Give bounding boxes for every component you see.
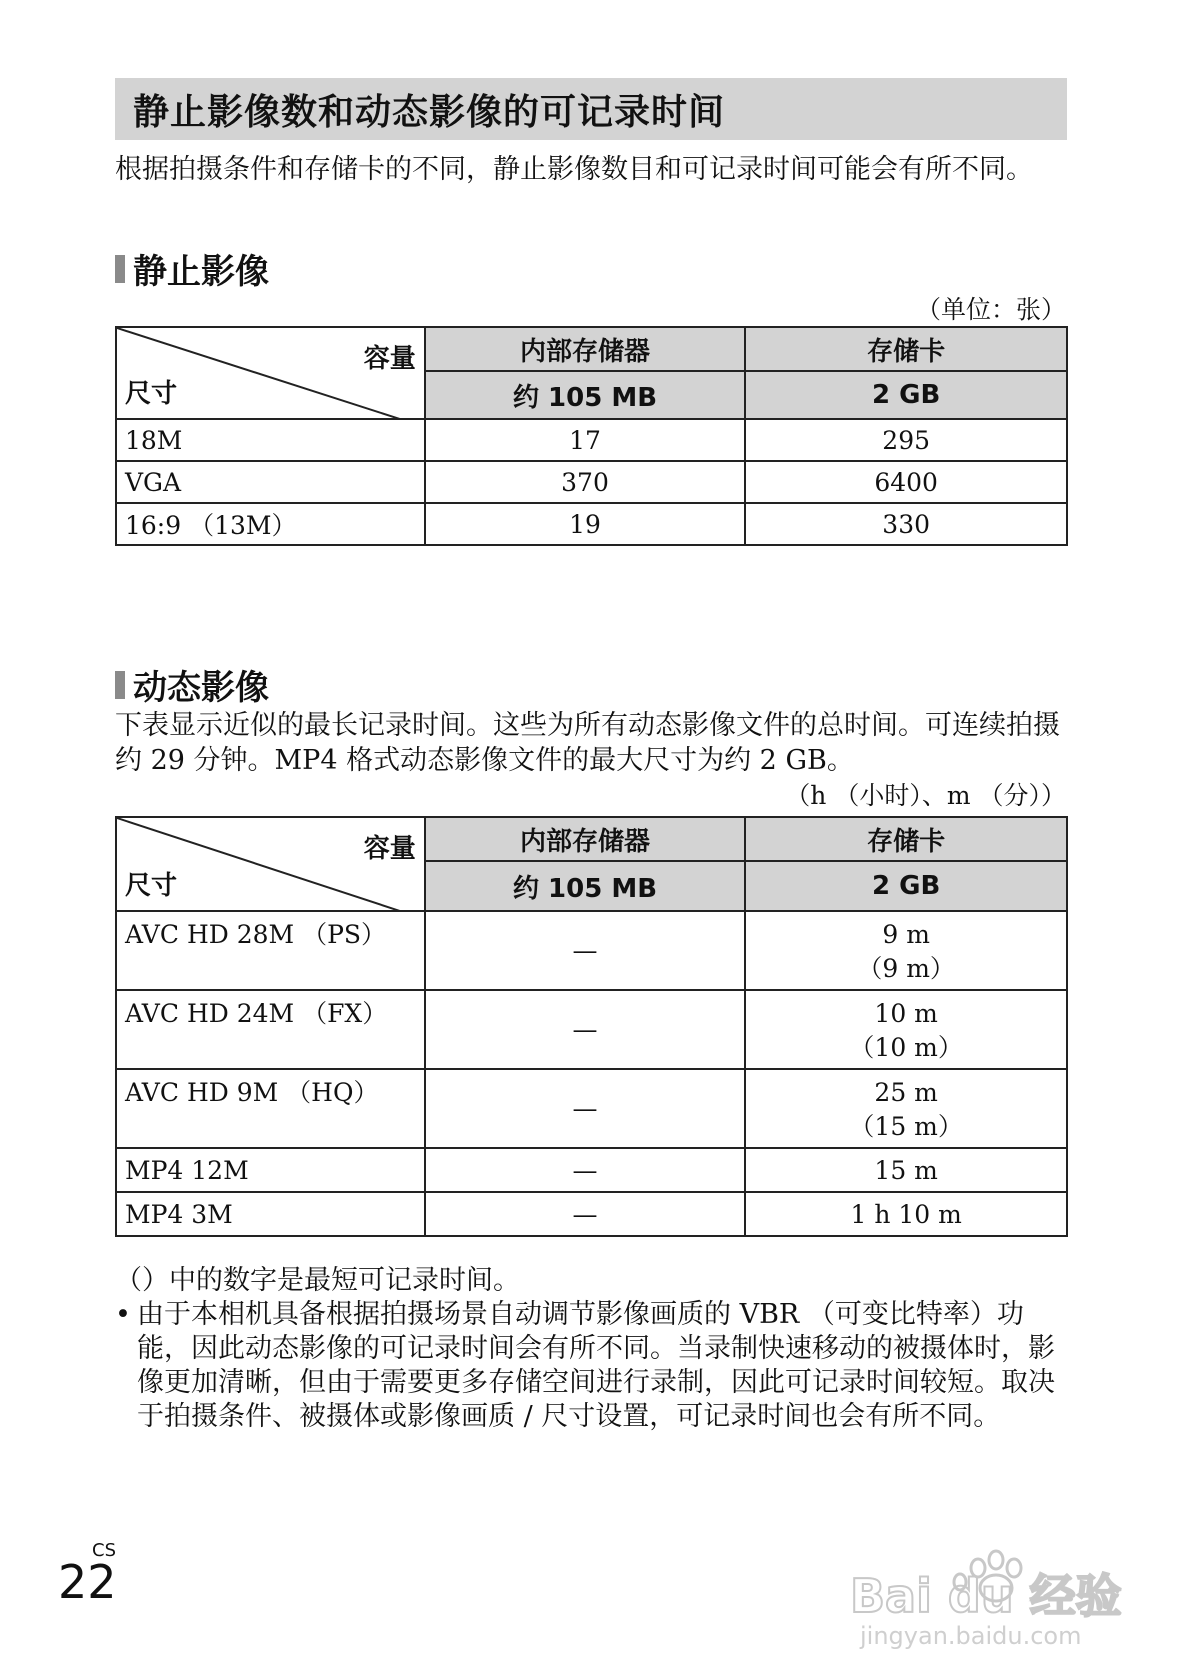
still-diag-cell bbox=[116, 327, 425, 419]
page-number: 22 bbox=[58, 1555, 117, 1609]
intro-text: 根据拍摄条件和存储卡的不同，静止影像数目和可记录时间可能会有所不同。 bbox=[115, 154, 1033, 185]
section-marker-icon bbox=[115, 255, 125, 283]
table-row bbox=[116, 461, 1067, 503]
row-internal: 17 bbox=[425, 419, 746, 461]
row-card: 1 h 10 m bbox=[745, 1192, 1067, 1236]
movie-heading-text: 动态影像 bbox=[133, 668, 269, 708]
bullet-text: 由于本相机具备根据拍摄场景自动调节影像画质的 VBR （可变比特率）功能，因此动态影像的可记录时间会有所不同。当录制快速移动的被摄体时，影像更加清晰，但由于需要更多存储空间进行录制，因此可记录时间较短。取决于拍摄条件、被摄体或影像画质 / 尺寸设置，可记录时间也会有所不同。 bbox=[137, 1299, 1055, 1432]
card-header: 存储卡 bbox=[745, 817, 1067, 861]
card-header: 存储卡 bbox=[745, 327, 1067, 371]
row-card bbox=[745, 990, 1067, 1069]
card-min-time: （15 m） bbox=[849, 1112, 963, 1141]
page-title: 静止影像数和动态影像的可记录时间 bbox=[133, 91, 726, 133]
card-min-time: （10 m） bbox=[849, 1033, 963, 1062]
note-text: （）中的数字是最短可记录时间。 bbox=[115, 1265, 520, 1296]
bullet-icon: • bbox=[115, 1299, 131, 1330]
still-unit: （单位：张） bbox=[915, 295, 1066, 324]
row-size: 18M bbox=[116, 419, 425, 461]
baidu-paw-icon bbox=[850, 1520, 1150, 1650]
row-card bbox=[745, 911, 1067, 990]
watermark bbox=[850, 1520, 1150, 1650]
table-row bbox=[116, 1069, 1067, 1148]
page-lang-code: CS bbox=[92, 1540, 116, 1561]
row-card: 15 m bbox=[745, 1148, 1067, 1192]
row-size: AVC HD 9M （HQ） bbox=[116, 1069, 425, 1148]
still-heading bbox=[115, 244, 269, 293]
capacity-label: 容量 bbox=[363, 344, 416, 374]
movie-table bbox=[115, 816, 1068, 1237]
movie-diag-cell bbox=[116, 817, 425, 911]
page-title-bar bbox=[115, 78, 1067, 140]
movie-desc: 下表显示近似的最长记录时间。这些为所有动态影像文件的总时间。可连续拍摄约 29 分钟。MP4 格式动态影像文件的最大尺寸为约 2 GB。 bbox=[115, 710, 1060, 776]
section-marker-icon bbox=[115, 671, 125, 699]
movie-unit: （h （小时）、m （分）） bbox=[785, 781, 1066, 810]
row-size: AVC HD 28M （PS） bbox=[116, 911, 425, 990]
capacity-label: 容量 bbox=[363, 834, 416, 864]
watermark-url: jingyan.baidu.com bbox=[860, 1622, 1082, 1650]
card-time: 10 m bbox=[874, 999, 938, 1028]
row-size: MP4 12M bbox=[116, 1148, 425, 1192]
internal-header: 内部存储器 bbox=[425, 817, 746, 861]
row-card: 295 bbox=[745, 419, 1067, 461]
row-internal: 19 bbox=[425, 503, 746, 545]
row-card: 6400 bbox=[745, 461, 1067, 503]
internal-capacity: 约 105 MB bbox=[425, 861, 746, 911]
row-size: 16:9 （13M） bbox=[116, 503, 425, 545]
row-size: MP4 3M bbox=[116, 1192, 425, 1236]
card-time: 25 m bbox=[874, 1078, 938, 1107]
watermark-brand: Bai du 经验 bbox=[850, 1569, 1122, 1623]
table-row bbox=[116, 503, 1067, 545]
row-internal: — bbox=[425, 1148, 746, 1192]
internal-header: 内部存储器 bbox=[425, 327, 746, 371]
row-internal: — bbox=[425, 911, 746, 990]
row-internal: 370 bbox=[425, 461, 746, 503]
movie-heading bbox=[115, 660, 269, 709]
card-capacity: 2 GB bbox=[745, 371, 1067, 419]
row-size: AVC HD 24M （FX） bbox=[116, 990, 425, 1069]
row-internal: — bbox=[425, 1192, 746, 1236]
still-heading-text: 静止影像 bbox=[133, 252, 269, 292]
row-card bbox=[745, 1069, 1067, 1148]
table-row bbox=[116, 1148, 1067, 1192]
card-time: 9 m bbox=[882, 920, 930, 949]
row-card: 330 bbox=[745, 503, 1067, 545]
table-row bbox=[116, 990, 1067, 1069]
internal-capacity: 约 105 MB bbox=[425, 371, 746, 419]
card-min-time: （9 m） bbox=[857, 954, 955, 983]
row-size: VGA bbox=[116, 461, 425, 503]
table-row bbox=[116, 419, 1067, 461]
size-label: 尺寸 bbox=[125, 379, 178, 409]
row-internal: — bbox=[425, 1069, 746, 1148]
still-table bbox=[115, 326, 1068, 546]
row-internal: — bbox=[425, 990, 746, 1069]
bullet-note bbox=[115, 1298, 1075, 1434]
table-row bbox=[116, 911, 1067, 990]
card-capacity: 2 GB bbox=[745, 861, 1067, 911]
size-label: 尺寸 bbox=[125, 871, 178, 901]
table-row bbox=[116, 1192, 1067, 1236]
